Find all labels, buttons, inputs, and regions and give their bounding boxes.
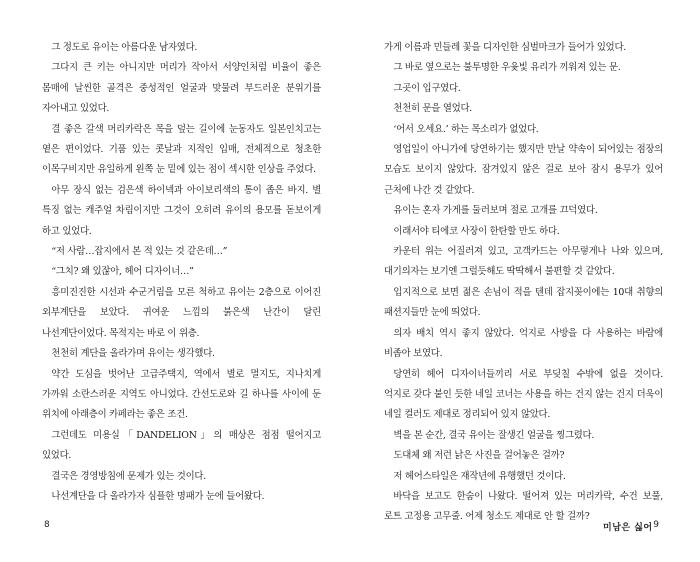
paragraph: 그 정도로 유이는 아름다운 남자였다. [51, 42, 198, 53]
paragraph: 벽을 본 순간, 결국 유이는 잘생긴 얼굴을 찡그렸다. [393, 429, 595, 441]
paragraph: 흥미진진한 시선과 수군거림을 모른 척하고 유이는 2층으로 이어진 외부계단을 보았다. 귀여운 느낌의 붉은색 난간이 달린 나선계단이었다. 목적지는 바로 이 위층. [42, 286, 321, 339]
paragraph: 당연히 헤어 디자이너들끼리 서로 부딪칠 수밖에 없을 것이다. 억지로 갖다 붙인 듯한 네일 코너는 사용을 하는 건지 않는 건지 더욱이 네일 컬러도 제대로 정리되어 있지 않았다. [384, 368, 663, 421]
paragraph: 결 좋은 갈색 머리카락은 목을 덮는 길이에 눈동자도 일본인치고는 옅은 편이었다. 기품 있는 콧날과 지적인 입매, 전체적으로 청초한 이목구비지만 유일하게 왼쪽 눈 밑에 있는 점이 섹시한 인상을 주었다. [42, 123, 321, 176]
paragraph: 카운터 위는 어질러져 있고, 고객카드는 아무렇게나 나와 있으며, 대기의자는 보기엔 그럴듯해도 딱딱해서 불편할 것 같았다. [384, 246, 663, 278]
paragraph: 유이는 혼자 가게를 둘러보며 절로 고개를 끄덕였다. [393, 205, 598, 217]
dialogue-line: ‘어서 오세요.’ 하는 목소리가 없었다. [393, 123, 539, 135]
paragraph: 이래서야 티에코 사장이 한탄할 만도 하다. [393, 225, 560, 237]
paragraph: 아무 장식 없는 검은색 하이넥과 아이보리색의 통이 좁은 바지. 별 특징 없는 캐주얼 차림이지만 그것이 오히려 유이의 용모를 돋보이게 하고 있었다. [42, 184, 321, 237]
paragraph: 바닥을 보고도 한숨이 나왔다. 떨어져 있는 머리카락, 수건 보풀, 로트 고정용 고무줄. 어제 청소도 제대로 안 할 걸까? [384, 490, 663, 523]
paragraph: 가게 이름과 민들레 꽃을 디자인한 심벌마크가 들어가 있었다. [384, 42, 626, 53]
paragraph: 저 헤어스타일은 재작년에 유행했던 것이다. [393, 470, 566, 482]
dialogue-line: “그치? 왜 있잖아, 헤어 디자이너…” [51, 266, 194, 278]
paragraph: 결국은 경영방침에 문제가 있는 것이다. [51, 470, 206, 482]
paragraph: 나선계단을 다 올라가자 심플한 명패가 눈에 들어왔다. [51, 490, 265, 502]
paragraph: 약간 도심을 벗어난 고급주택지, 역에서 별로 멀지도, 지나치게 가까워 소란스러운 지역도 아니었다. 간선도로와 길 하나를 사이에 둔 위치에 아래층이 카페라는 좋은 조건. [42, 368, 321, 421]
paragraph: 입지적으로 보면 젊은 손님이 적을 텐데 잡지꽂이에는 10대 취향의 패션지들만 눈에 띄었다. [384, 286, 663, 319]
paragraph: 도대체 왜 저런 낡은 사진을 걸어놓은 걸까? [393, 450, 565, 462]
paragraph: 천천히 문을 열었다. [393, 103, 473, 115]
running-head-title: 미남은 싫어 [603, 523, 653, 533]
left-page [42, 38, 321, 507]
paragraph: 그 바로 옆으로는 불투명한 우윳빛 유리가 끼워져 있는 문. [393, 62, 621, 74]
paragraph: 그다지 큰 키는 아니지만 머리가 작아서 서양인처럼 비율이 좋은 몸매에 날씬한 골격은 중성적인 얼굴과 맞물려 부드러운 분위기를 자아내고 있었다. [42, 62, 321, 115]
dialogue-line: “저 사람…잡지에서 본 적 있는 것 같은데…” [51, 246, 228, 258]
paragraph: 영업일이 아니가에 당연하기는 했지만 만날 약속이 되어있는 점장의 모습도 보이지 않았다. 잠겨있지 않은 걸로 보아 잠시 용무가 있어 근처에 나간 것 같았다. [384, 144, 663, 196]
paragraph: 그곳이 입구였다. [393, 82, 461, 94]
right-page [384, 38, 663, 528]
right-page-number: 9 [653, 520, 659, 530]
left-page-number: 8 [44, 520, 50, 530]
right-page-footer [603, 520, 659, 533]
paragraph: 그런데도 미용실「DANDELION」의 매상은 점점 떨어지고 있었다. [42, 429, 321, 462]
paragraph: 천천히 계단을 올라가며 유이는 생각했다. [51, 348, 215, 360]
paragraph: 의자 배치 역시 좋지 않았다. 억지로 사방을 다 사용하는 바람에 비좁아 보였다. [384, 327, 663, 360]
